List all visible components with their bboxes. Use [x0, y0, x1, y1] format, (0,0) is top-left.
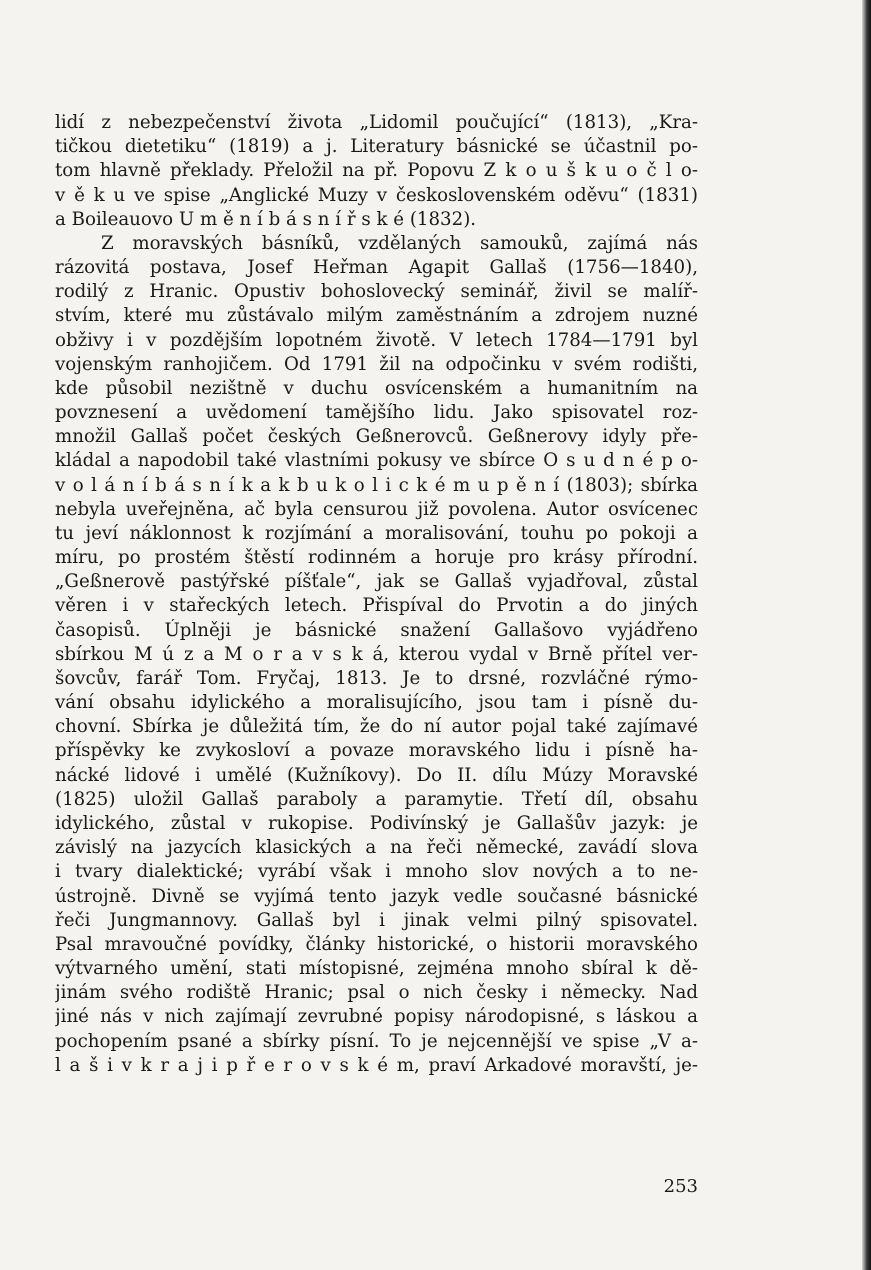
text-line: v o l á n í b á s n í k a k b u k o l i c k é m u p ě n í (1803); sbírka	[55, 474, 698, 496]
text-line: lidí z nebezpečenství života „Lidomil poučující“ (1813), „Kra-	[55, 112, 698, 133]
text-line: v ě k u ve spise „Anglické Muzy v československém oděvu“ (1831)	[55, 184, 698, 206]
text-line: a Boileauovo U m ě n í b á s n í ř s k é (1832).	[55, 208, 477, 230]
text-line: výtvarného umění, stati místopisné, zejména mnoho sbíral k dě-	[55, 958, 698, 980]
text-line: kládal a napodobil také vlastními pokusy ve sbírce O s u d n é p o-	[55, 450, 698, 472]
text-line: kde působil nezištně v duchu osvícenském a humanitním na	[55, 377, 698, 399]
text-line: závislý na jazycích klasických a na řeči německé, zavádí slova	[55, 837, 698, 859]
text-line: tičkou dietetiku“ (1819) a j. Literatury básnické se účastnil po-	[55, 136, 698, 158]
text-line: míru, po prostém štěstí rodinném a horuje pro krásy přírodní.	[55, 547, 698, 569]
text-line: množil Gallaš počet českých Geßnerovců. Geßnerovy idyly pře-	[55, 426, 698, 448]
text-line: jiné nás v nich zajímají zevrubné popisy národopisné, s láskou a	[55, 1006, 698, 1028]
text-line: stvím, které mu zůstávalo milým zaměstnáním a zdrojem nuzné	[55, 305, 698, 327]
text-line: sbírkou M ú z a M o r a v s k á, kterou vydal v Brně přítel ver-	[55, 643, 698, 665]
text-line: idylického, zůstal v rukopise. Podivínský je Gallašův jazyk: je	[55, 812, 698, 834]
text-line: šovcův, farář Tom. Fryčaj, 1813. Je to drsné, rozvláčné rýmo-	[55, 667, 698, 689]
text-line: vojenským ranhojičem. Od 1791 žil na odpočinku v svém rodišti,	[55, 353, 698, 375]
text-line: vání obsahu idylického a moralisujícího, jsou tam i písně du-	[55, 692, 698, 714]
text-line: i tvary dialektické; vyrábí však i mnoho slov nových a to ne-	[55, 861, 698, 883]
text-line: příspěvky ke zvykosloví a povaze moravského lidu i písně ha-	[55, 740, 698, 762]
text-line: „Geßnerově pastýřské píšťale“, jak se Gallaš vyjadřoval, zůstal	[55, 571, 698, 593]
text-line: chovní. Sbírka je důležitá tím, že do ní autor pojal také zajímavé	[55, 716, 698, 738]
text-line: jinám svého rodiště Hranic; psal o nich česky i německy. Nad	[55, 982, 698, 1004]
text-line: nebyla uveřejněna, ač byla censurou již povolena. Autor osvícenec	[55, 498, 698, 520]
text-line: časopisů. Úplněji je básnické snažení Gallašovo vyjádřeno	[55, 619, 698, 641]
text-line: Psal mravoučné povídky, články historické, o historii moravského	[55, 933, 698, 955]
text-line: tu jeví náklonnost k rozjímání a moralisování, touhu po pokoji a	[55, 522, 698, 544]
text-line: povznesení a uvědomení tamějšího lidu. Jako spisovatel roz-	[55, 402, 698, 424]
body-text	[55, 111, 698, 1078]
text-line: (1825) uložil Gallaš paraboly a paramytie. Třetí díl, obsahu	[55, 788, 698, 810]
text-line: věren i v stařeckých letech. Přispíval do Prvotin a do jiných	[55, 595, 698, 617]
text-line: obživy i v pozdějším lopotném životě. V letech 1784—1791 byl	[55, 329, 698, 351]
text-line: řeči Jungmannovy. Gallaš byl i jinak velmi pilný spisovatel.	[55, 909, 698, 931]
text-line: Z moravských básníků, vzdělaných samouků, zajímá nás	[101, 232, 698, 254]
text-line: nácké lidové i umělé (Kužníkovy). Do II. dílu Múzy Moravské	[55, 764, 698, 786]
page-edge-shadow	[862, 0, 871, 1270]
text-line: rodilý z Hranic. Opustiv bohoslovecký seminář, živil se malíř-	[55, 281, 698, 303]
text-line: pochopením psané a sbírky písní. To je nejcennější ve spise „V a-	[55, 1030, 698, 1052]
text-line: tom hlavně překlady. Přeložil na př. Popovu Z k o u š k u o č l o-	[55, 160, 698, 182]
page-number: 253	[663, 1176, 698, 1197]
text-line: ústrojně. Divně se vyjímá tento jazyk vedle současné básnické	[55, 885, 698, 907]
text-line: rázovitá postava, Josef Heřman Agapit Gallaš (1756—1840),	[55, 257, 698, 279]
text-line: l a š i v k r a j i p ř e r o v s k é m, praví Arkadové moravští, je-	[55, 1054, 698, 1076]
